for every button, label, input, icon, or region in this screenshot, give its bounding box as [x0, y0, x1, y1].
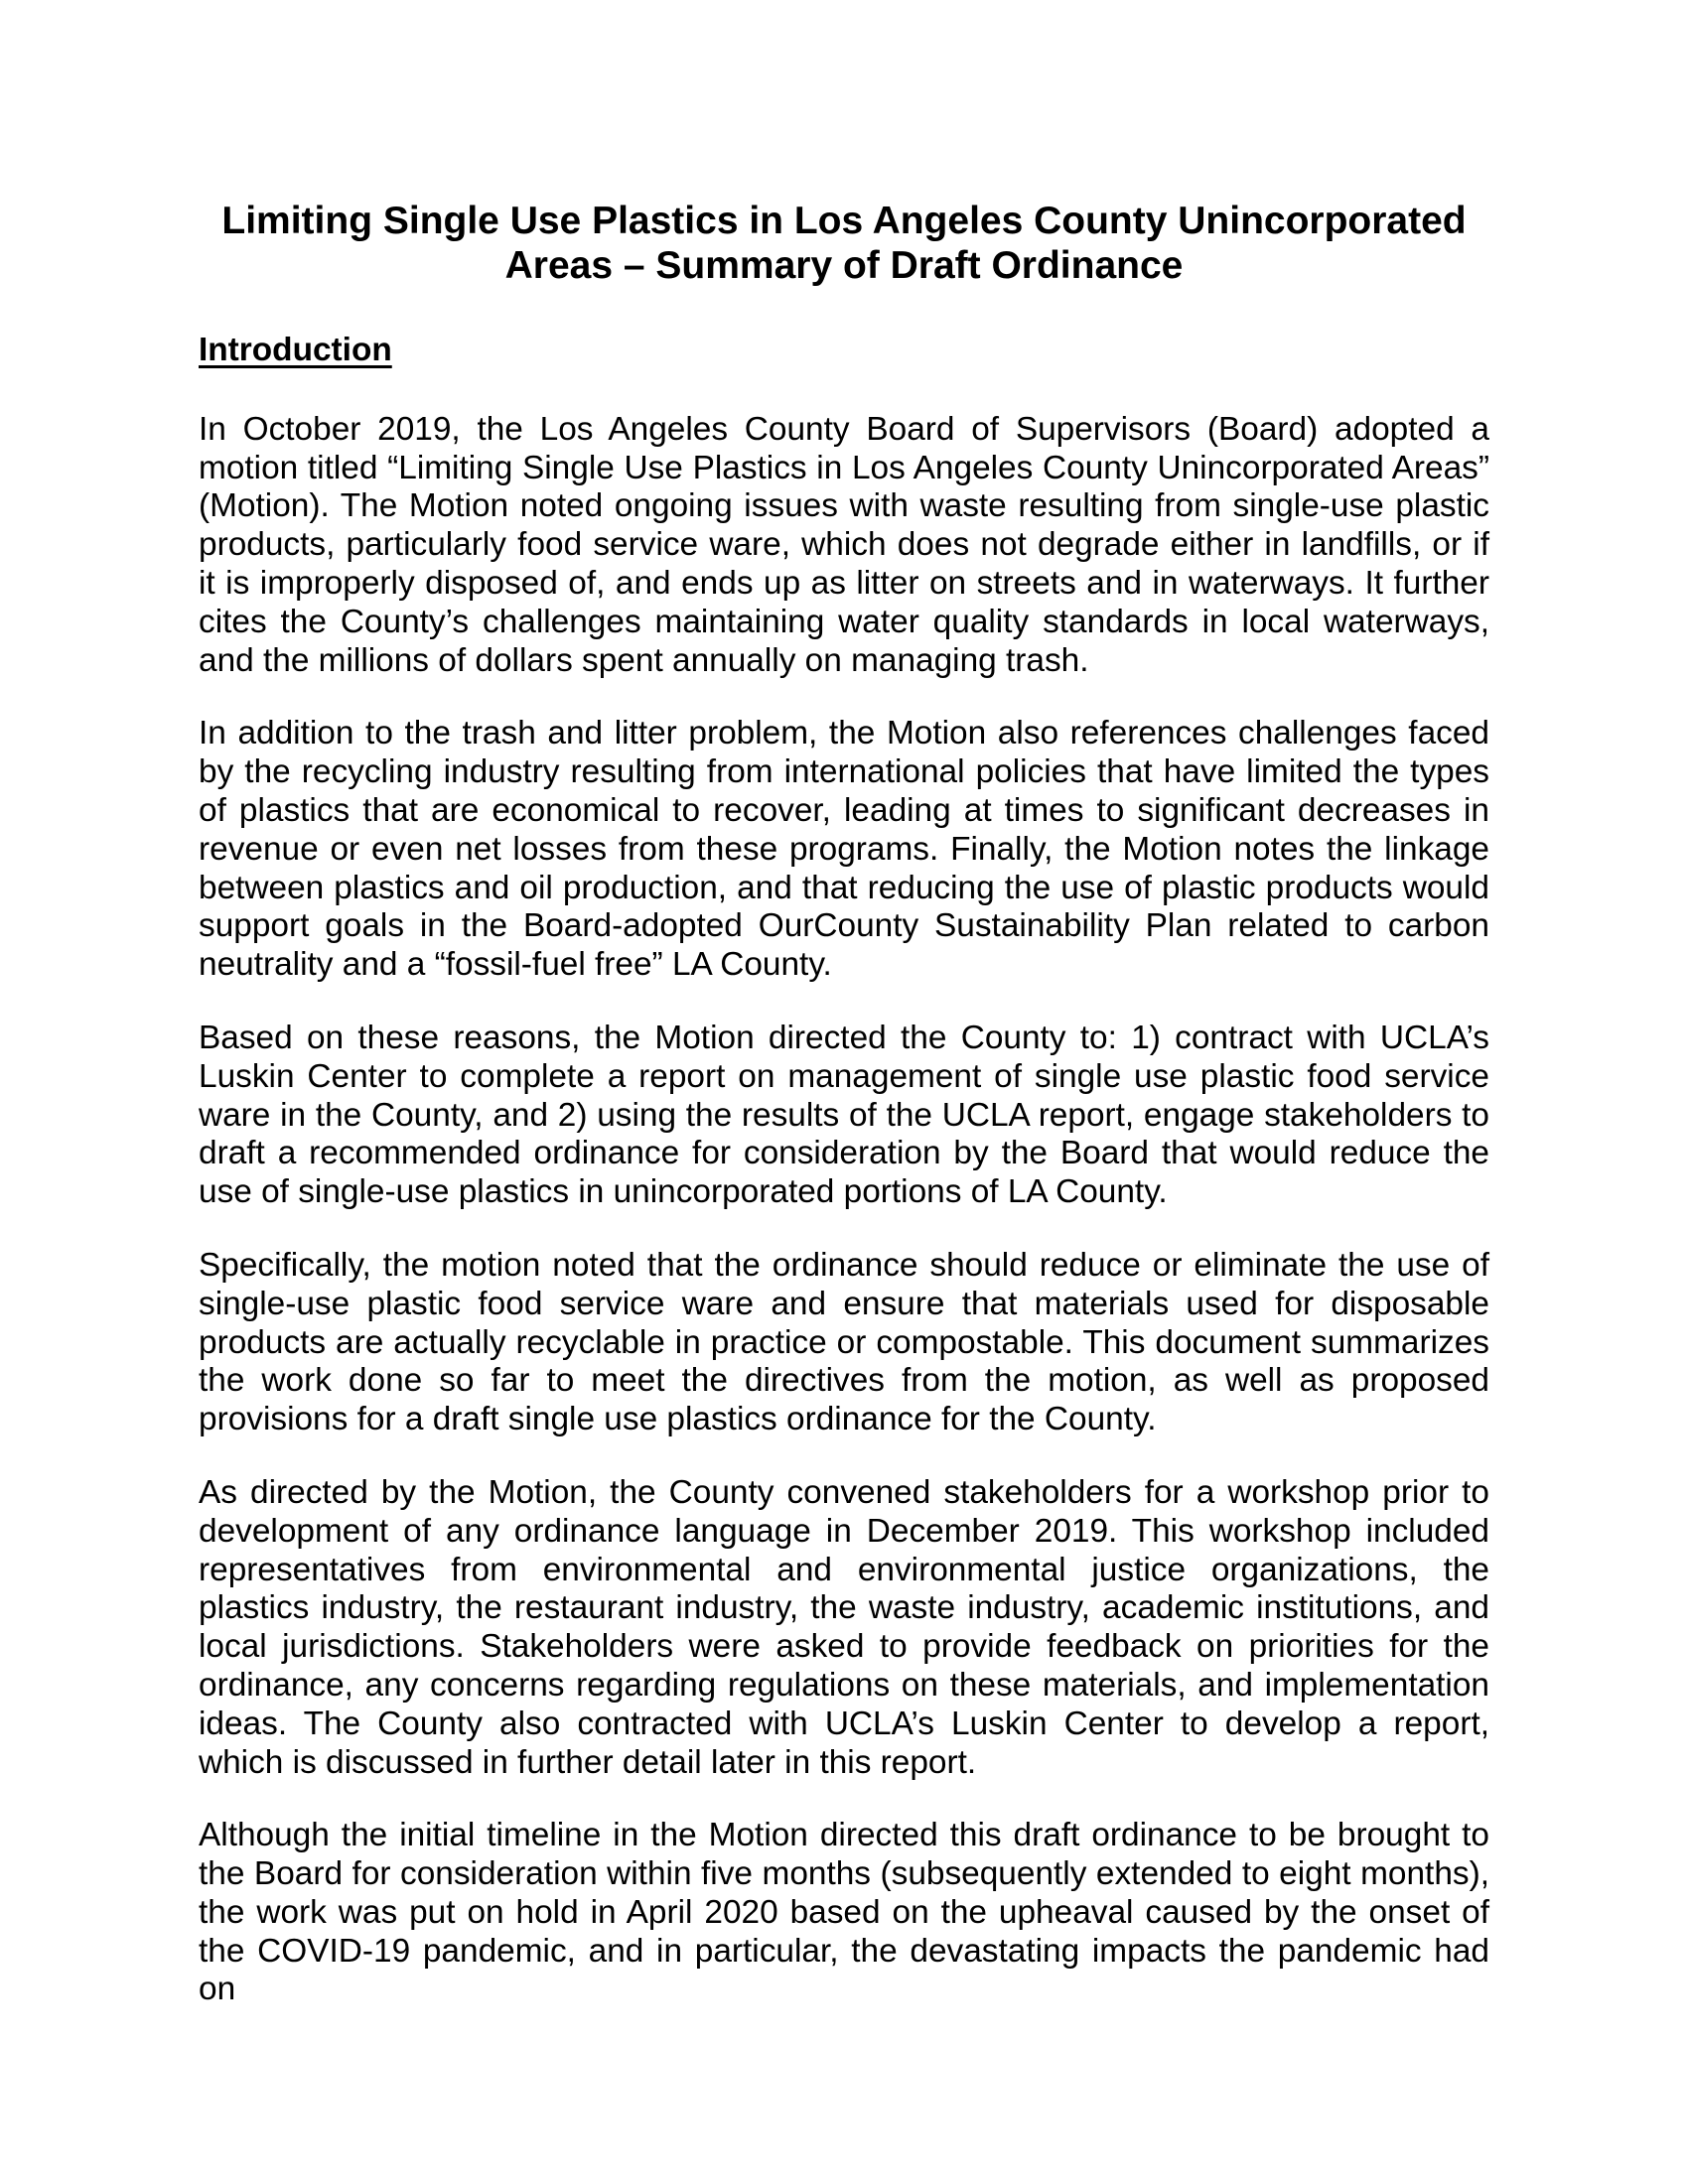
section-heading-text: Introduction	[199, 332, 392, 368]
paragraph-timeline-covid: Although the initial timeline in the Motion directed this draft ordinance to be brought to the Board for consideration within five months (subsequently extended to eight months), the work was put on hold in April 2020 based on the upheaval caused by the onset of the COVID-19 pandemic, and in particular, the devastating impacts the pandemic had on	[199, 1817, 1489, 2008]
paragraph-ordinance-goals: Specifically, the motion noted that the ordinance should reduce or eliminate the use of single-use plastic food service ware and ensure that materials used for disposable products are actually recyclable in practice or compostable. This document summarizes the work done so far to meet the directives from the motion, as well as proposed provisions for a draft single use plastics ordinance for the County.	[199, 1246, 1489, 1438]
document-title	[199, 199, 1489, 288]
paragraph-motion-adopted: In October 2019, the Los Angeles County Board of Supervisors (Board) adopted a motion titled “Limiting Single Use Plastics in Los Angeles County Unincorporated Areas” (Motion). The Motion noted ongoing issues with waste resulting from single-use plastic products, particularly food service ware, which does not degrade either in landfills, or if it is improperly disposed of, and ends up as litter on streets and in waterways. It further cites the County’s challenges maintaining water quality standards in local waterways, and the millions of dollars spent annually on managing trash.	[199, 410, 1489, 679]
paragraph-stakeholder-workshop: As directed by the Motion, the County convened stakeholders for a workshop prior to development of any ordinance language in December 2019. This workshop included representatives from environmental and environmental justice organizations, the plastics industry, the restaurant industry, the waste industry, academic institutions, and local jurisdictions. Stakeholders were asked to provide feedback on priorities for the ordinance, any concerns regarding regulations on these materials, and implementation ideas. The County also contracted with UCLA’s Luskin Center to develop a report, which is discussed in further detail later in this report.	[199, 1473, 1489, 1781]
section-heading-introduction	[199, 332, 1489, 370]
document-title-line-1: Limiting Single Use Plastics in Los Angeles County Unincorporated	[221, 200, 1467, 242]
document-title-line-2: Areas – Summary of Draft Ordinance	[504, 244, 1184, 287]
paragraph-motion-directives: Based on these reasons, the Motion directed the County to: 1) contract with UCLA’s Luskin Center to complete a report on management of single use plastic food service ware in the County, and 2) using the results of the UCLA report, engage stakeholders to draft a recommended ordinance for consideration by the Board that would reduce the use of single-use plastics in unincorporated portions of LA County.	[199, 1019, 1489, 1211]
paragraph-recycling-challenges: In addition to the trash and litter problem, the Motion also references challenges faced by the recycling industry resulting from international policies that have limited the types of plastics that are economical to recover, leading at times to significant decreases in revenue or even net losses from these programs. Finally, the Motion notes the linkage between plastics and oil production, and that reducing the use of plastic products would support goals in the Board-adopted OurCounty Sustainability Plan related to carbon neutrality and a “fossil-fuel free” LA County.	[199, 715, 1489, 984]
